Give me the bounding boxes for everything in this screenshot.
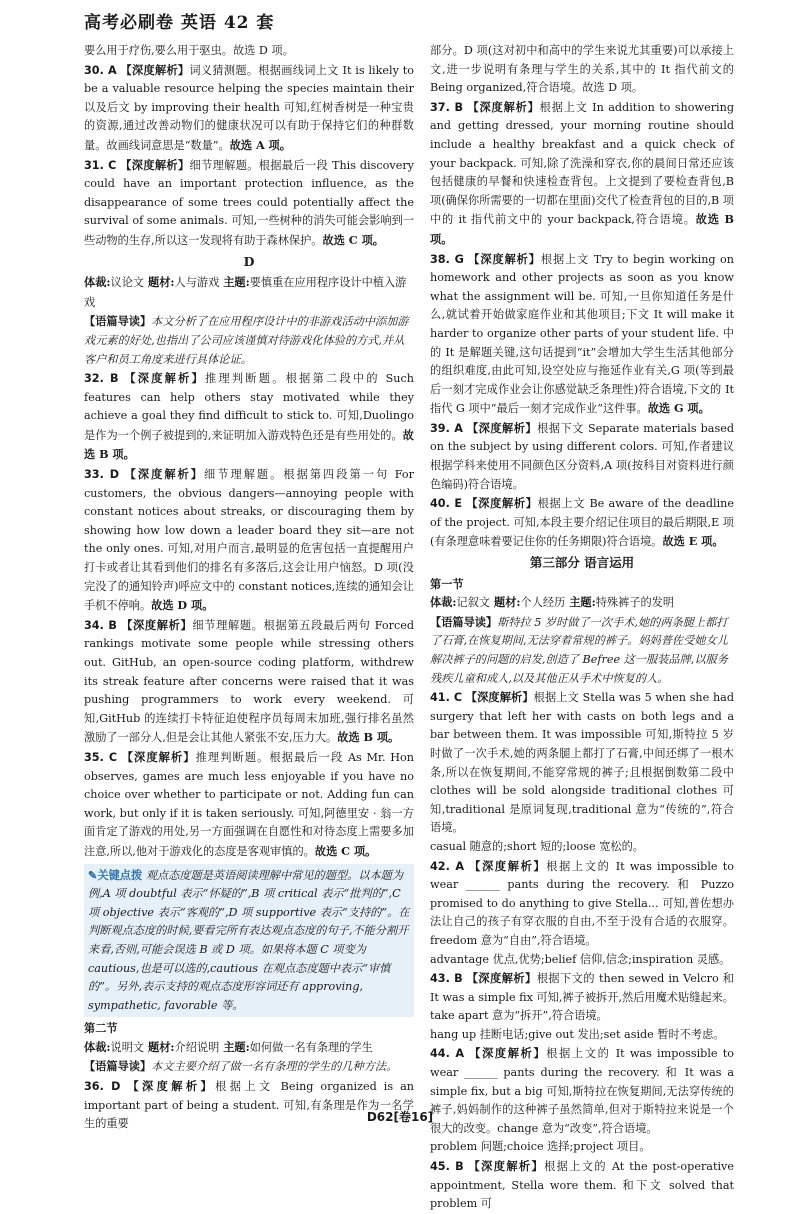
section-2-heading: 第二节 <box>84 1021 118 1036</box>
answer-30 <box>84 61 414 156</box>
answer-conclusion: 故选 C 项。 <box>322 232 384 247</box>
answer-body: 根据上文 Stella was 5 when she had surgery that left her with casts on both legs and a bar between them. It was impossible 可知,斯特拉 5 岁时做了一次手术,她的两条腿上都打了石膏,中间还绑了一根木条,所以在恢复期间,不能穿常规的裤子;且根据倒数第二段中 clothes will be sold alongside traditional clothes 可知,traditional 是原词复现,traditional 意为“传统的”,符合语境。 <box>430 691 734 835</box>
meta-key: 主题: <box>223 1039 250 1054</box>
analysis-tag: 【深度解析】 <box>469 858 547 873</box>
answer-conclusion: 故选 A 项。 <box>229 137 291 152</box>
answer-body: 根据上文 In addition to showering and getting dressed, your morning routine should include a healthy breakfast and a quick check of your backpack. 可知,除了洗澡和穿衣,你的晨间日常还应该包括健康的早餐和快速检查背包。上文提到了要检查背包,B 项(确保你所需要的一切都在里面)交代了检查背包的目的,B 项中的 it 指代前文中的 your backpack,符合语境。 <box>430 100 734 227</box>
answer-number: 45. B <box>430 1160 464 1174</box>
answer-number: 31. C <box>84 158 117 172</box>
pen-icon: ✎ <box>88 867 98 882</box>
answer-39 <box>430 419 734 494</box>
meta-value: 说明文 <box>110 1040 145 1054</box>
answer-conclusion: 故选 B 项。 <box>84 427 414 462</box>
answer-number: 41. C <box>430 691 463 705</box>
passage-d-heading: D <box>243 253 255 269</box>
answer-number: 35. C <box>84 750 118 764</box>
answer-42 <box>430 857 734 951</box>
answer-41 <box>430 688 734 838</box>
answer-conclusion: 故选 G 项。 <box>647 401 710 416</box>
analysis-tag: 【深度解析】 <box>124 371 206 386</box>
analysis-tag: 【深度解析】 <box>121 617 193 632</box>
answer-33 <box>84 465 414 616</box>
section-2-meta <box>84 1038 414 1058</box>
answer-number: 32. B <box>84 372 119 386</box>
meta-value: 个人经历 <box>520 596 566 610</box>
answer-40 <box>430 494 734 552</box>
analysis-tag: 【深度解析】 <box>124 467 205 482</box>
answer-conclusion: 故选 E 项。 <box>662 534 724 549</box>
analysis-tag: 【深度解析】 <box>468 251 541 266</box>
analysis-tag: 【深度解析】 <box>127 1079 216 1094</box>
answer-36 <box>84 1077 414 1134</box>
analysis-tag: 【深度解析】 <box>467 99 540 114</box>
answer-number: 34. B <box>84 618 117 632</box>
answer-number: 33. D <box>84 468 120 482</box>
vocab-42: advantage 优点,优势;belief 信仰,信念;inspiration 灵感。 <box>430 952 731 966</box>
meta-key: 主题: <box>569 595 596 610</box>
answer-body: 词义猜测题。根据画线词上文 It is likely to be a valuable resource helping the species maintain their 以及后文 by improving their health 可知,红树香树是一种宝贵的资源,通过改善动物们的健康状况可以有助于保持它们的种群数量。故画线词意思是“数量”。 <box>84 63 414 152</box>
meta-value: 议论文 <box>110 276 145 290</box>
guide-text: 本文主要介绍了做一名有条理的学生的几种方法。 <box>151 1060 398 1074</box>
answer-number: 38. G <box>430 252 464 266</box>
answer-32 <box>84 369 414 465</box>
guide-text: 斯特拉 5 岁时做了一次手术,她的两条腿上都打了石膏,在恢复期间,无法穿着常规的裤子。妈妈普佐受她女儿解决裤子的问题的启发,创造了 Befree 这一服装品牌,以服务残疾儿童和成人,以及其他正从手术中恢复的人。 <box>430 615 728 685</box>
left-column <box>84 42 414 1134</box>
section-2-guide <box>84 1057 414 1077</box>
answer-number: 36. D <box>84 1080 121 1094</box>
answer-body: 细节理解题。根据第四段第一句 For customers, the obvious dangers—annoying people with constant notices about streaks, or discouraging them by showing how low down a leader board they sit—are not the only ones. 可知,对用户而言,最明显的危害包括一直提醒用户打卡或者让其看到他们的排名有多落后,这会让用户恼怒。D 项(没完没了的通知铃声)呼应文中的 constant notices,连续的通知会让手机不停响。 <box>84 468 415 613</box>
book-header-title: 高考必刷卷 英语 42 套 <box>84 13 275 33</box>
passage-d-meta <box>84 273 414 312</box>
analysis-tag: 【深度解析】 <box>466 971 537 986</box>
analysis-tag: 【深度解析】 <box>121 749 196 764</box>
part-3-heading: 第三部分 语言运用 <box>529 555 635 571</box>
answer-number: 37. B <box>430 100 464 114</box>
answer-35 <box>84 748 414 862</box>
answer-34 <box>84 616 414 748</box>
page-number: D62[卷16] <box>366 1110 434 1124</box>
tip-text: 观点态度题是英语阅读理解中常见的题型。以本题为例,A 项 doubtful 表示“怀疑的”,B 项 critical 表示“批判的”,C 项 objective 表示“客观的”,D 项 supportive 表示“支持的”。在判断观点态度的时候,要看完所有表达观点态度的句子,不能分割开来看,否则,可能会误选 B 或 D 项。如果将本题 C 项变为 cautious,也是可以选的,cautious 在观点态度题中表示“审慎的”。另外,表示支持的观点态度形容词还有 approving, sympathetic, favorable 等。 <box>88 868 410 1012</box>
vocab-44: problem 问题;choice 选择;project 项目。 <box>430 1140 651 1154</box>
section-1-guide <box>430 613 734 688</box>
answer-number: 30. A <box>84 63 117 77</box>
answer-body: 推理判断题。根据第二段中的 Such features can help others stay motivated while they achieve a goal they find difficult to stick to. 可知,Duolingo 是作为一个例子被提到的,来证明加入游戏特色还是有些用处的。 <box>84 372 414 442</box>
answer-36-cont: 部分。D 项(这对初中和高中的学生来说尤其重要)可以承接上文,进一步说明有条理与学生的关系,其中的 It 指代前文的 Being organized,符合语境。故选 D 项。 <box>430 44 734 95</box>
meta-key: 体裁: <box>430 595 457 610</box>
answer-body: 推理判断题。根据最后一段 As Mr. Hon observes, games are much less enjoyable if you have no choice over whether to participate or not. Adding fun can work, but only if it is taken seriously. 可知,阿德里安 · 翁一方面肯定了游戏的用处,另一方面强调在自愿性和对待态度上需要多加注意,所以,他对于游戏化的态度是客观审慎的。 <box>84 750 414 858</box>
meta-value: 如何做一名有条理的学生 <box>249 1040 373 1054</box>
meta-value: 人与游戏 <box>174 276 220 290</box>
analysis-tag: 【深度解析】 <box>120 157 190 172</box>
meta-value: 要慎重在应用程序设计中植入游戏 <box>84 276 407 309</box>
answer-body: 根据上文 Try to begin working on homework and other projects as soon as you know what the assignment will be. 可知,一旦你知道任务是什么,就试着开始做家庭作业和其他项目;下文 It will make it harder to organize other parts of your student life. 中的 It 是解题关键,这句话提到“it”会增加大学生生活其他部分的组织难度,由此可知,设空处应与拖延作业有关,G 项(等到最后一刻才完成作业会让你感觉缺乏条理性)符合语境,下文的 It 指代 G 项中“最后一刻才完成作业”这件事。 <box>430 252 734 416</box>
answer-body: 根据下文的 then sewed in Velcro 和 It was a simple fix 可知,裤子被拆开,然后用魔术贴缝起来。take apart 意为“拆开”,符合语境。 <box>430 972 734 1023</box>
answer-conclusion: 故选 B 项。 <box>337 730 400 745</box>
meta-key: 题材: <box>148 1039 175 1054</box>
answer-body: 根据上文 Be aware of the deadline of the project. 可知,本段主要介绍记住项目的最后期限,E 项(有条理意味着要记住你的任务期限)符合语境。 <box>430 497 734 549</box>
answer-body: 根据上文的 At the post-operative appointment, Stella wore them. 和下文 solved that problem 可 <box>430 1160 734 1211</box>
answer-29-tail: 要么用于疗伤,要么用于驱虫。故选 D 项。 <box>84 44 294 57</box>
meta-key: 体裁: <box>84 1039 111 1054</box>
meta-key: 体裁: <box>84 275 111 290</box>
answer-number: 40. E <box>430 497 463 511</box>
answer-body: 根据上文的 It was impossible to wear ______ pants during the recovery. 和 Puzzo promised to do anything to give Stella... 可知,普佐想办法让自己的孩子有穿衣服的自由,不至于没有合适的衣服穿。freedom 意为“自由”,符合语境。 <box>430 859 734 947</box>
meta-key: 题材: <box>148 275 175 290</box>
answer-body: 根据上文 Being organized is an important part of being a student. 可知,有条理是作为一名学生的重要 <box>84 1080 414 1131</box>
answer-conclusion: 故选 B 项。 <box>430 212 734 246</box>
answer-number: 39. A <box>430 421 463 435</box>
analysis-tag: 【深度解析】 <box>120 62 190 77</box>
answer-number: 43. B <box>430 972 463 986</box>
right-column <box>430 42 734 1214</box>
analysis-tag: 【深度解析】 <box>469 1046 547 1061</box>
guide-text: 本文分析了在应用程序设计中的非游戏活动中添加游戏元素的好处,也指出了公司应该谨慎对待游戏化体验的方式,并从客户和员工角度来进行具体论证。 <box>84 315 409 366</box>
meta-key: 题材: <box>494 595 521 610</box>
section-1-meta <box>430 593 734 613</box>
analysis-tag: 【深度解析】 <box>465 690 534 705</box>
answer-conclusion: 故选 C 项。 <box>314 843 377 858</box>
key-tip-box <box>84 864 414 1018</box>
answer-body: 细节理解题。根据最后一段 This discovery could have an important protection influence, as the disappearance of some trees could potentially affect the survival of some animals. 可知,一些树种的消失可能会影响到一些动物的生存,所以这一发现将有助于森林保护。 <box>84 158 414 247</box>
answer-number: 44. A <box>430 1047 465 1061</box>
analysis-tag: 【深度解析】 <box>466 420 538 435</box>
answer-body: 根据下文 Separate materials based on the subject by using different colors. 可知,作者建议根据学科来使用不同颜色区分资料,A 项(按科目对资料进行颜色编码)符合语境。 <box>430 421 734 491</box>
answer-37 <box>430 98 734 250</box>
section-1-heading: 第一节 <box>430 576 464 591</box>
passage-d-guide <box>84 312 414 369</box>
answer-body: 细节理解题。根据第五段最后两句 Forced rankings motivate some people while stressing others out. GitHub, an open-source coding platform, withdrew its streak feature after concerns were raised that it was pushing programmers to work every weekend. 可知,GitHub 的连续打卡特征迫使程序员每周末加班,强行排名虽然激励了一部分人,但是会让其他人紧张不安,压力大。 <box>84 618 414 745</box>
guide-tag: 【语篇导读】 <box>430 614 498 629</box>
answer-conclusion: 故选 D 项。 <box>151 598 214 613</box>
meta-value: 记叙文 <box>456 596 491 610</box>
meta-key: 主题: <box>223 275 250 290</box>
meta-value: 介绍说明 <box>174 1040 220 1054</box>
tip-tag: 关键点拨 <box>97 867 143 882</box>
answer-body: 根据上文的 It was impossible to wear ______ pants during the recovery. 和 It was a simple fix, but a big 可知,斯特拉在恢复期间,无法穿传统的裤子,妈妈制作的这种裤子虽然简单,但对于斯特拉来说是一个很大的改变。change 意为“改变”,符合语境。 <box>430 1047 734 1135</box>
answer-43 <box>430 969 734 1026</box>
answer-number: 42. A <box>430 859 465 873</box>
answer-38 <box>430 250 734 419</box>
vocab-43: hang up 挂断电话;give out 发出;set aside 暂时不考虑。 <box>430 1027 725 1041</box>
analysis-tag: 【深度解析】 <box>468 1159 545 1174</box>
meta-value: 特殊裤子的发明 <box>595 596 675 610</box>
answer-31 <box>84 156 414 251</box>
answer-45 <box>430 1157 734 1214</box>
vocab-41: casual 随意的;short 短的;loose 宽松的。 <box>430 839 644 853</box>
guide-tag: 【语篇导读】 <box>84 314 152 329</box>
guide-tag: 【语篇导读】 <box>84 1059 152 1074</box>
analysis-tag: 【深度解析】 <box>466 496 538 511</box>
